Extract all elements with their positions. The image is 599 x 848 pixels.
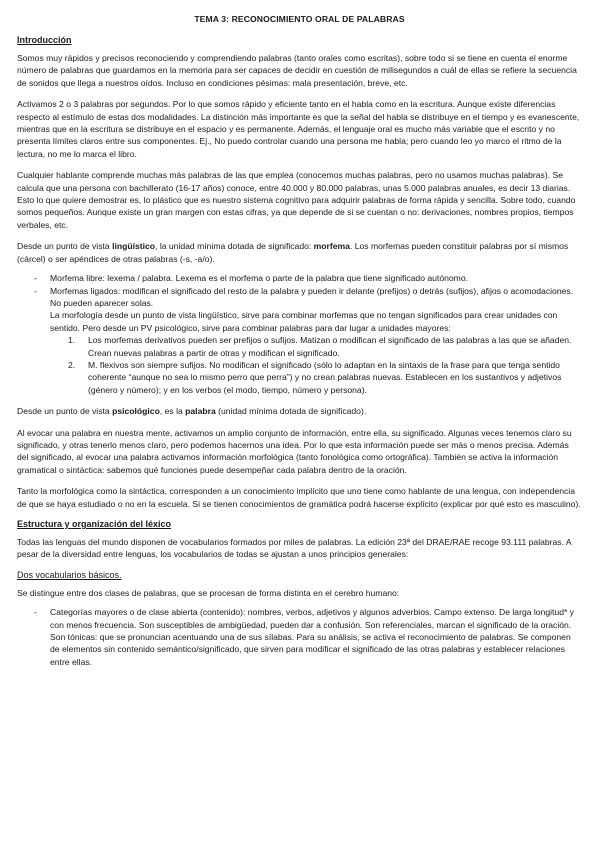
- item-number: 1.: [68, 335, 76, 346]
- paragraph: Al evocar una palabra en nuestra mente, activamos un amplio conjunto de información, entre ella, su significado. Algunas veces tenemos claro su significado, y otras tenerlo menos claro, pero podemos hacernos una idea. Por lo que esta información puede ser más o menos precisa. Además del significado, al evocar una palabra activamos información morfológica (tanto fonológica como ortográfica). También se activa la información gramatical o sintáctica: sabemos qué funciones puede desempeñar cada palabra dentro de la oración.: [17, 427, 572, 475]
- text-run: , es la: [159, 406, 186, 417]
- list-item: [17, 285, 582, 397]
- paragraph: Cualquier hablante comprende muchas más palabras de las que emplea (conocemos muchas palabras, pero no usamos muchas palabras). Se calcula que una persona con bachillerato (16-17 años) conoce, entre 40.000 y 80.000 palabras, unas 5.000 palabras anuales, es decir 13 diarias. Esto lo que quiere demostrar es, lo plástico que es nuestro sistema cognitivo para adquirir palabras de forma rápida y sencilla. Sobre todo, cuando somos pequeños. Aunque existe un gran margen con estas cifras, ya que depende de si se cuentan o no: derivaciones, nombres propios, tiempos verbales, etc.: [17, 170, 576, 230]
- numbered-item: [50, 334, 582, 359]
- paragraph: [17, 405, 582, 417]
- numbered-item: [50, 359, 582, 396]
- list-item-note: La morfología desde un punto de vista lingüístico, sirve para combinar morfemas que no tengan significados para crear unidades con sentido. Pero desde un PV psicológico, sirve para combinar palabras para dar lugar a unidades mayores:: [50, 310, 558, 333]
- numbered-item-text: Los morfemas derivativos pueden ser prefijos o sufijos. Matizan o modifican el significado de las palabras a las que se añaden. Crean nuevas palabras a partir de otras y modifican el significado.: [88, 335, 572, 358]
- paragraph: [17, 240, 582, 265]
- section-heading-introduccion: Introducción: [17, 35, 72, 45]
- bold-term: psicológico: [112, 406, 160, 417]
- text-run: . Los morfemas pueden constituir palabras por sí mismos (cárcel) o ser apéndices de otras palabras (-s, -a/o).: [17, 241, 569, 264]
- bold-term: lingüístico: [112, 241, 156, 252]
- text-run: (unidad mínima dotada de significado).: [215, 406, 367, 417]
- text-run: Desde un punto de vista: [17, 241, 113, 252]
- paragraph: Activamos 2 o 3 palabras por segundos. Por lo que somos rápido y eficiente tanto en el habla como en la escritura. Aunque existe diferencias respecto al estímulo de estas dos modalidades. La distinción más importante es que la señal del habla se distribuye en el tiempo y es evanescente, mientras que en la escritura se distribuye en el espacio y es permanente. Además, el lenguaje oral es mucho más variable que el escrito y no presenta límites claros entre sus componentes. Ej., No puedo controlar cuando una persona me habla; pero cuando leo yo marco el ritmo de la lectura, no me lo marca el libro.: [17, 99, 580, 159]
- item-number: 2.: [68, 359, 76, 370]
- paragraph: Todas las lenguas del mundo disponen de vocabularios formados por miles de palabras. La edición 23ª del DRAE/RAE recoge 93.111 palabras. A pesar de la diversidad entre lenguas, los vocabularios de todas se ajustan a unos principios generales:: [17, 537, 572, 560]
- paragraph: Somos muy rápidos y precisos reconociendo y comprendiendo palabras (tanto orales como escritas), sobre todo si se tiene en cuenta el enorme número de palabras que guardamos en la memoria para ser capaces de decidir en cuestión de milisegundos a cuál de ellas se refiere la secuencia de sonidos que llega a nuestros oídos. Incluso en condiciones pésimas: mala presentación, breve, etc.: [17, 53, 577, 88]
- bold-term: morfema: [313, 241, 350, 252]
- document-title: TEMA 3: RECONOCIMIENTO ORAL DE PALABRAS: [194, 14, 405, 24]
- bold-term: palabra: [185, 406, 216, 417]
- list-item-text: Categorías mayores o de clase abierta (contenido): nombres, verbos, adjetivos y algunos adverbios. Campo extenso. De larga longitud* y con menos frecuencia. Son susceptibles de ambigüedad, pueden dar a confusión. Son referenciales, marcan el significado de la oración. Son tónicas: que se pronuncian acentuando una de sus sílabas. Para su análisis, se activa el reconocimiento de palabras. Se componen de elementos sin contenido semántico/significado, que sirven para modificar el significado de las otras palabras y establecer relaciones entre ellas.: [50, 607, 575, 667]
- paragraph: Tanto la morfológica como la sintáctica, corresponden a un conocimiento implícito que uno tiene como hablante de una lengua, con independencia de que se haya estudiado o no en la escuela. Si se tienen conocimientos de gramática podrá hacerse explícito (explicar por qué esto es masculino).: [17, 486, 581, 509]
- section-heading-estructura: Estructura y organización del léxico: [17, 519, 172, 529]
- paragraph: Se distingue entre dos clases de palabras, que se procesan de forma distinta en el cerebro humano:: [17, 587, 400, 598]
- morpheme-list: [17, 272, 582, 396]
- numbered-item-text: M. flexivos son siempre sufijos. No modifican el significado (sólo lo adaptan en la sintaxis de la frase para que tenga sentido coherente “aunque no sea lo mismo perro que perra”) y no crean palabras nuevas. Establecen en los sustantivos y adjetivos (género y número); y en los verbos (el modo, tiempo, número y persona).: [88, 359, 562, 395]
- list-item-text: Morfemas ligados: modifican el significado del resto de la palabra y pueden ir delante (prefijos) o detrás (sufijos), afijos o acomodaciones. No pueden aparecer solas.: [50, 285, 574, 308]
- subsection-heading: Dos vocabularios básicos.: [17, 569, 122, 580]
- list-item-text: Morfema libre: lexema / palabra. Lexema es el morfema o parte de la palabra que tiene significado autónomo.: [50, 273, 468, 284]
- word-class-list: [17, 606, 582, 668]
- list-item: [17, 606, 582, 668]
- list-item: [17, 272, 582, 284]
- text-run: Desde un punto de vista: [17, 406, 113, 417]
- numbered-list: [50, 334, 582, 396]
- text-run: , la unidad mínima dotada de significado:: [155, 241, 314, 252]
